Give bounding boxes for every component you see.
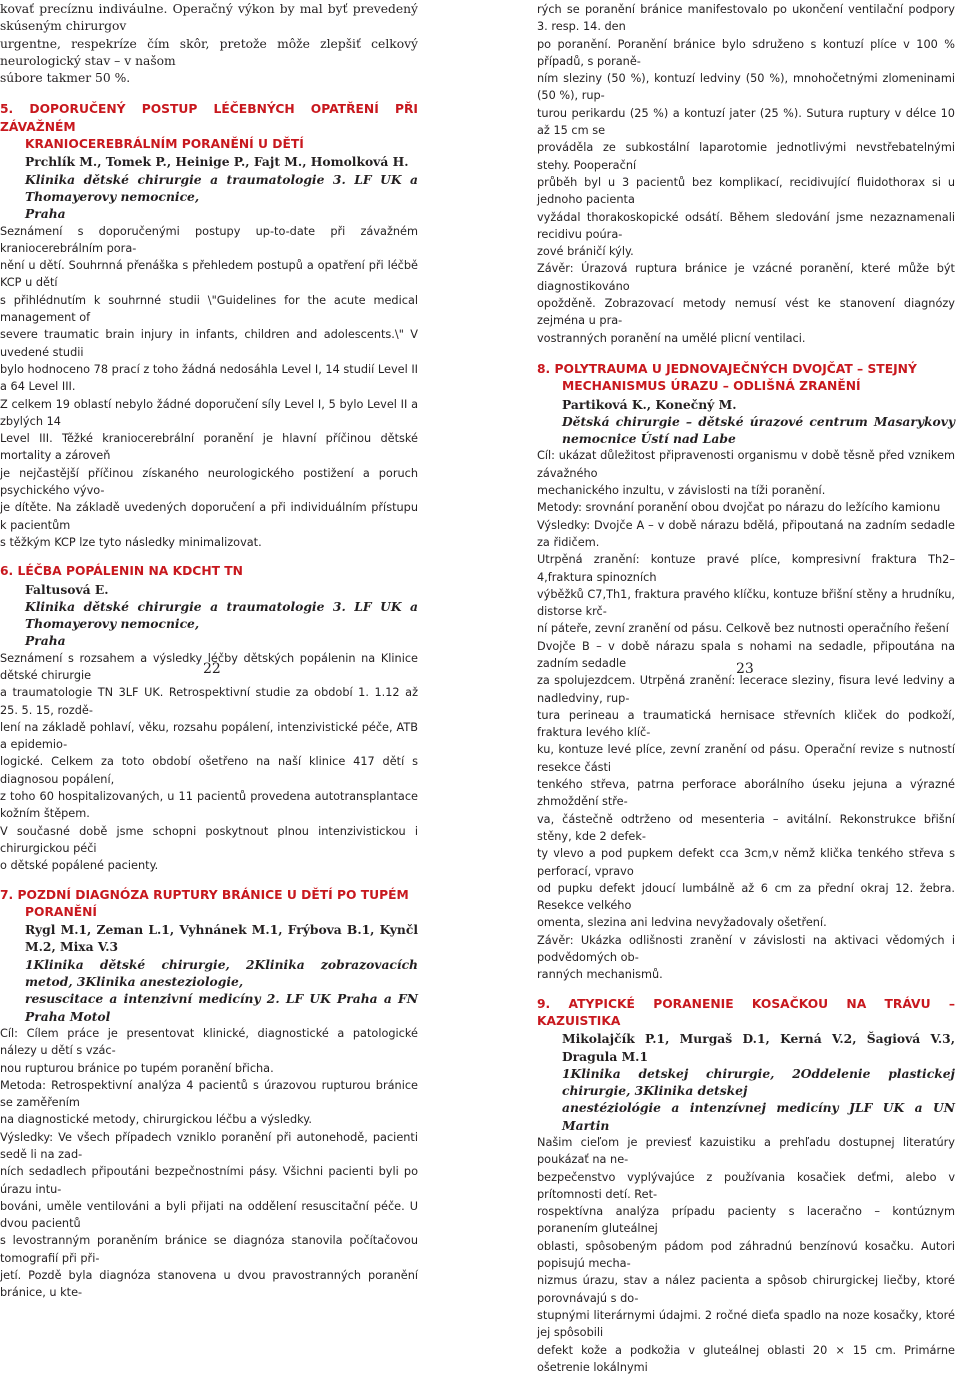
section-6-body: Seznámení s rozsahem a výsledky léčby dětských popálenin na Klinice dětské chirurgie a traumatologie TN 3LF UK. Retrospektivní studie za období 1. 1.12 až 25. 5. 15, rozdě- lení na základě pohlaví, věku, rozsahu popálení, intenzivistické péče, ATB a epidemio- logické. Celkem za toto období ošetřeno na naší klinice 417 dětí s diagnosou popálení, z toho 60 hospitalizovaných, u 11 pacientů provedena autotransplantace kožním štěpem. V současné době jsme schopni poskytnout plnou intenzivistickou i chirurgickou péči o dětské popálené pacienty. xyxy=(0,651,418,873)
section-8-affiliation: Dětská chirurgie – dětské úrazové centrum Masarykovy nemocnice Ústí nad Labe xyxy=(562,413,955,447)
section-9-body: Našim cieľom je previesť kazuistiku a prehľadu dostupnej literatúry poukázať na ne- bezpečenstvo vyplývajúce z používania kosačiek deťmi, alebo v prítomnosti detí. Ret- rospektívna analýza prípadu pacienty s laceračno – kontúznym poranením gluteálnej oblasti, spôsobeným pádom pod záhradnú benzínovú kosačku. Autori popisujú mecha- nizmus úrazu, stav a nález pacienta a spôsob chirurgickej liečby, ktoré porovnávajú s do- stupnými literárnymi údajmi. 2 ročné dieťa spadlo na noze kosačky, ktoré jej spôsobili defekt kože a podkožia v gluteálnej oblasti 20 × 15 cm. Primárne ošetrenie lokálnymi xyxy=(537,1136,955,1374)
section-7-title: 7. POZDNÍ DIAGNÓZA RUPTURY BRÁNICE U DĚTÍ PO TUPÉM PORANĚNÍ xyxy=(0,887,409,919)
section-6-title: 6. LÉČBA POPÁLENIN NA KDCHT TN xyxy=(0,564,243,579)
section-8-body: Cíl: ukázat důležitost připravenosti organismu v době těsně před vznikem závažného mechanického inzultu, v závislosti na tíži poranění. Metody: srovnání poranění obou dvojčat po nárazu do ležícího kamionu Výsledky: Dvojče A – v době nárazu bdělá, připoutaná na zadním sedadle za řidičem. Utrpěná zranění: kontuze pravé plíce, kompresivní fraktura Th2–4,fraktura spinozních výběžků C7,Th1, fraktura pravého klíčku, kontuze břišní stěny a hrudníku, distorse krč- ní páteře, zevní zranění od pásu. Celkově bez nutnosti operačního řešení Dvojče B – v době nárazu spala s nohami na sedadle, připoutána na zadním sedadle za spolujezdcem. Utrpěná zranění: lecerace sleziny, fisura levé ledviny a nadledviny, rup- tura perineau a traumatická hernisace střevních kliček do podkoží, fraktura levého klíč- ku, kontuze levé plíce, zevní zranění od pásu. Operační revize s nutností resekce části tenkého střeva, patrna perforace aborálního úseku jejuna a výrazné zhmoždění stře- va, částečně odtrženo od mesenteria – avitální. Rekonstrukce břišní stěny, kde 2 defek- ty vlevo a pod pupkem defekt cca 3cm,v němž kličkа tenkého střeva s perforací, vpravo od pupku defekt jdoucí lumbálně až 6 cm za přední okraj 12. žebra. Resekce velkého omenta, slezina ani ledvina nevyžadovaly ošetření. Závěr: Ukázka odlišnosti zranění v závislosti na aktivaci vědomých i podvědomých ob- ranných mechanismů. xyxy=(537,449,955,982)
section-5-affiliation: Klinika dětské chirurgie a traumatologie 3. LF UK a Thomayerovy nemocnice, Praha xyxy=(25,171,418,222)
section-5-authors: Prchlík M., Tomek P., Heinige P., Fajt M., Homolková H. xyxy=(25,154,409,170)
section-8-authors: Partiková K., Konečný M. xyxy=(562,396,737,412)
section-8-title: 8. POLYTRAUMA U JEDNOVAJEČNÝCH DVOJČAT – STEJNÝ MECHANISMUS ÚRAZU – ODLIŠNÁ ZRANĚNÍ xyxy=(537,361,917,394)
page-number-left: 22 xyxy=(203,661,221,677)
section-9-title: 9. ATYPICKÉ PORANENIE KOSAČKOU NA TRÁVU – KAZUISTIKA xyxy=(537,996,955,1028)
section-9-authors: Mikolajčík P.1, Murgaš D.1, Kerná V.2, Šagiová V.3, Dragula M.1 xyxy=(562,1031,955,1064)
section-9-affiliation: 1Klinika detskej chirurgie, 2Oddelenie plastickej chirurgie, 3Klinika detskej anestéziológie a intenzívnej medicíny JLF UK a UN Martin xyxy=(562,1065,955,1133)
intro-text: kovať precíznu indiváulne. Operačný výkon by mal byť prevedený skúseným chirurgov urgentne, respekríze čím skôr, pretože môže zlepšiť celkový neurologický stav – v našom súbore takmer 50 %. xyxy=(0,2,418,86)
section-5-title: 5. DOPORUČENÝ POSTUP LÉČEBNÝCH OPATŘENÍ PŘI ZÁVAŽNÉM KRANIOCEREBRÁLNÍM PORANĚNÍ U DĚTÍ xyxy=(0,102,418,152)
left-page-column xyxy=(0,0,418,1302)
section-5-body: Seznámení s doporučenými postupy up-to-date při závažném kraniocerebrálním pora- nění u dětí. Souhrnná přenáška s přehledem postupů a opatření při léčbě KCP u dětí s přihlédnutím k souhrnné studii \"Guidelines for the acute medical management of severe traumatic brain injury in infants, children and adolescents.\" V uvedené studii bylo hodnoceno 78 prací z toho žádná nedosáhla Level I, 14 studií Level II a 64 Level III. Z celkem 19 oblastí nebylo žádné doporučení síly Level I, 5 bylo Level II a zbylých 14 Level III. Těžké kraniocerebrální poranění je hlavní příčinou dětské mortality a zároveň je nejčastější příčinou získaného neurologického postižení a poruch psychického vývo- je dítěte. Na základě uvedených doporučení a při individuálním přístupu k pacientům s těžkým KCP lze tyto následky minimalizovat. xyxy=(0,224,418,549)
section-7-continuation: rých se poranění bránice manifestovalo po ukončení ventilační podpory 3. resp. 14. den po poranění. Poranění bránice bylo sdruženo s kontuzí plíce v 100 % případů, s poraně- ním sleziny (50 %), kontuzí ledviny (50 %), mnohočetnými zlomeninami (50 %), rup- turou perikardu (25 %) a kontuzí jater (25 %). Sutura ruptury v délce 10 až 15 cm se prováděla ze subkostální laparotomie jednotlivými nevstřebatelnými stehy. Pooperační průběh byl u 3 pacientů bez komplikací, recidivující fluidothorax si u jednoho pacienta vyžádal thorakoskopické odsátí. Během sledování jsme nezaznamenali recidivu poúra- zové bráničí kýly. Závěr: Úrazová ruptura bránice je vzácné poranění, které může být diagnostikováno opožděně. Zobrazovací metody nemusí vést ke stanovení diagnózy zejména u pra- vostranných poranění na umělé plicní ventilaci. xyxy=(537,3,955,345)
section-6-authors: Faltusová E. xyxy=(25,581,109,597)
section-7-authors: Rygl M.1, Zeman L.1, Vyhnánek M.1, Frýbova B.1, Kynčl M.2, Mixa V.3 xyxy=(25,922,418,955)
page-number-right: 23 xyxy=(736,661,754,677)
right-page-column xyxy=(537,0,955,1376)
section-7-affiliation: 1Klinika dětské chirurgie, 2Klinika zobrazovacích metod, 3Klinika anesteziologie, resuscitace a intenzivní medicíny 2. LF UK Praha a FN Praha Motol xyxy=(25,956,418,1024)
section-7-body: Cíl: Cílem práce je presentovat klinické, diagnostické a patologické nálezy u dětí s vzác- nou rupturou bránice po tupém poranění břicha. Metoda: Retrospektivní analýza 4 pacientů s úrazovou rupturou bránice se zaměřením na diagnostické metody, chirurgickou léčbu a výsledky. Výsledky: Ve všech případech vzniklo poranění při autonehodě, pacienti sedě li na zad- ních sedadlech připoutáni bezpečnostními pásy. Všichni pacienti byli po úrazu intu- bováni, uměle ventilováni a byli přijati na oddělení resuscitační péče. U dvou pacientů s levostranným poraněním bránice se diagnóza stanovila počítačovou tomografií při při- jetí. Pozdě byla diagnóza stanovena u dvou pravostranných poranění bránice, u kte- xyxy=(0,1026,418,1300)
section-6-affiliation: Klinika dětské chirurgie a traumatologie 3. LF UK a Thomayerovy nemocnice, Praha xyxy=(25,598,418,649)
